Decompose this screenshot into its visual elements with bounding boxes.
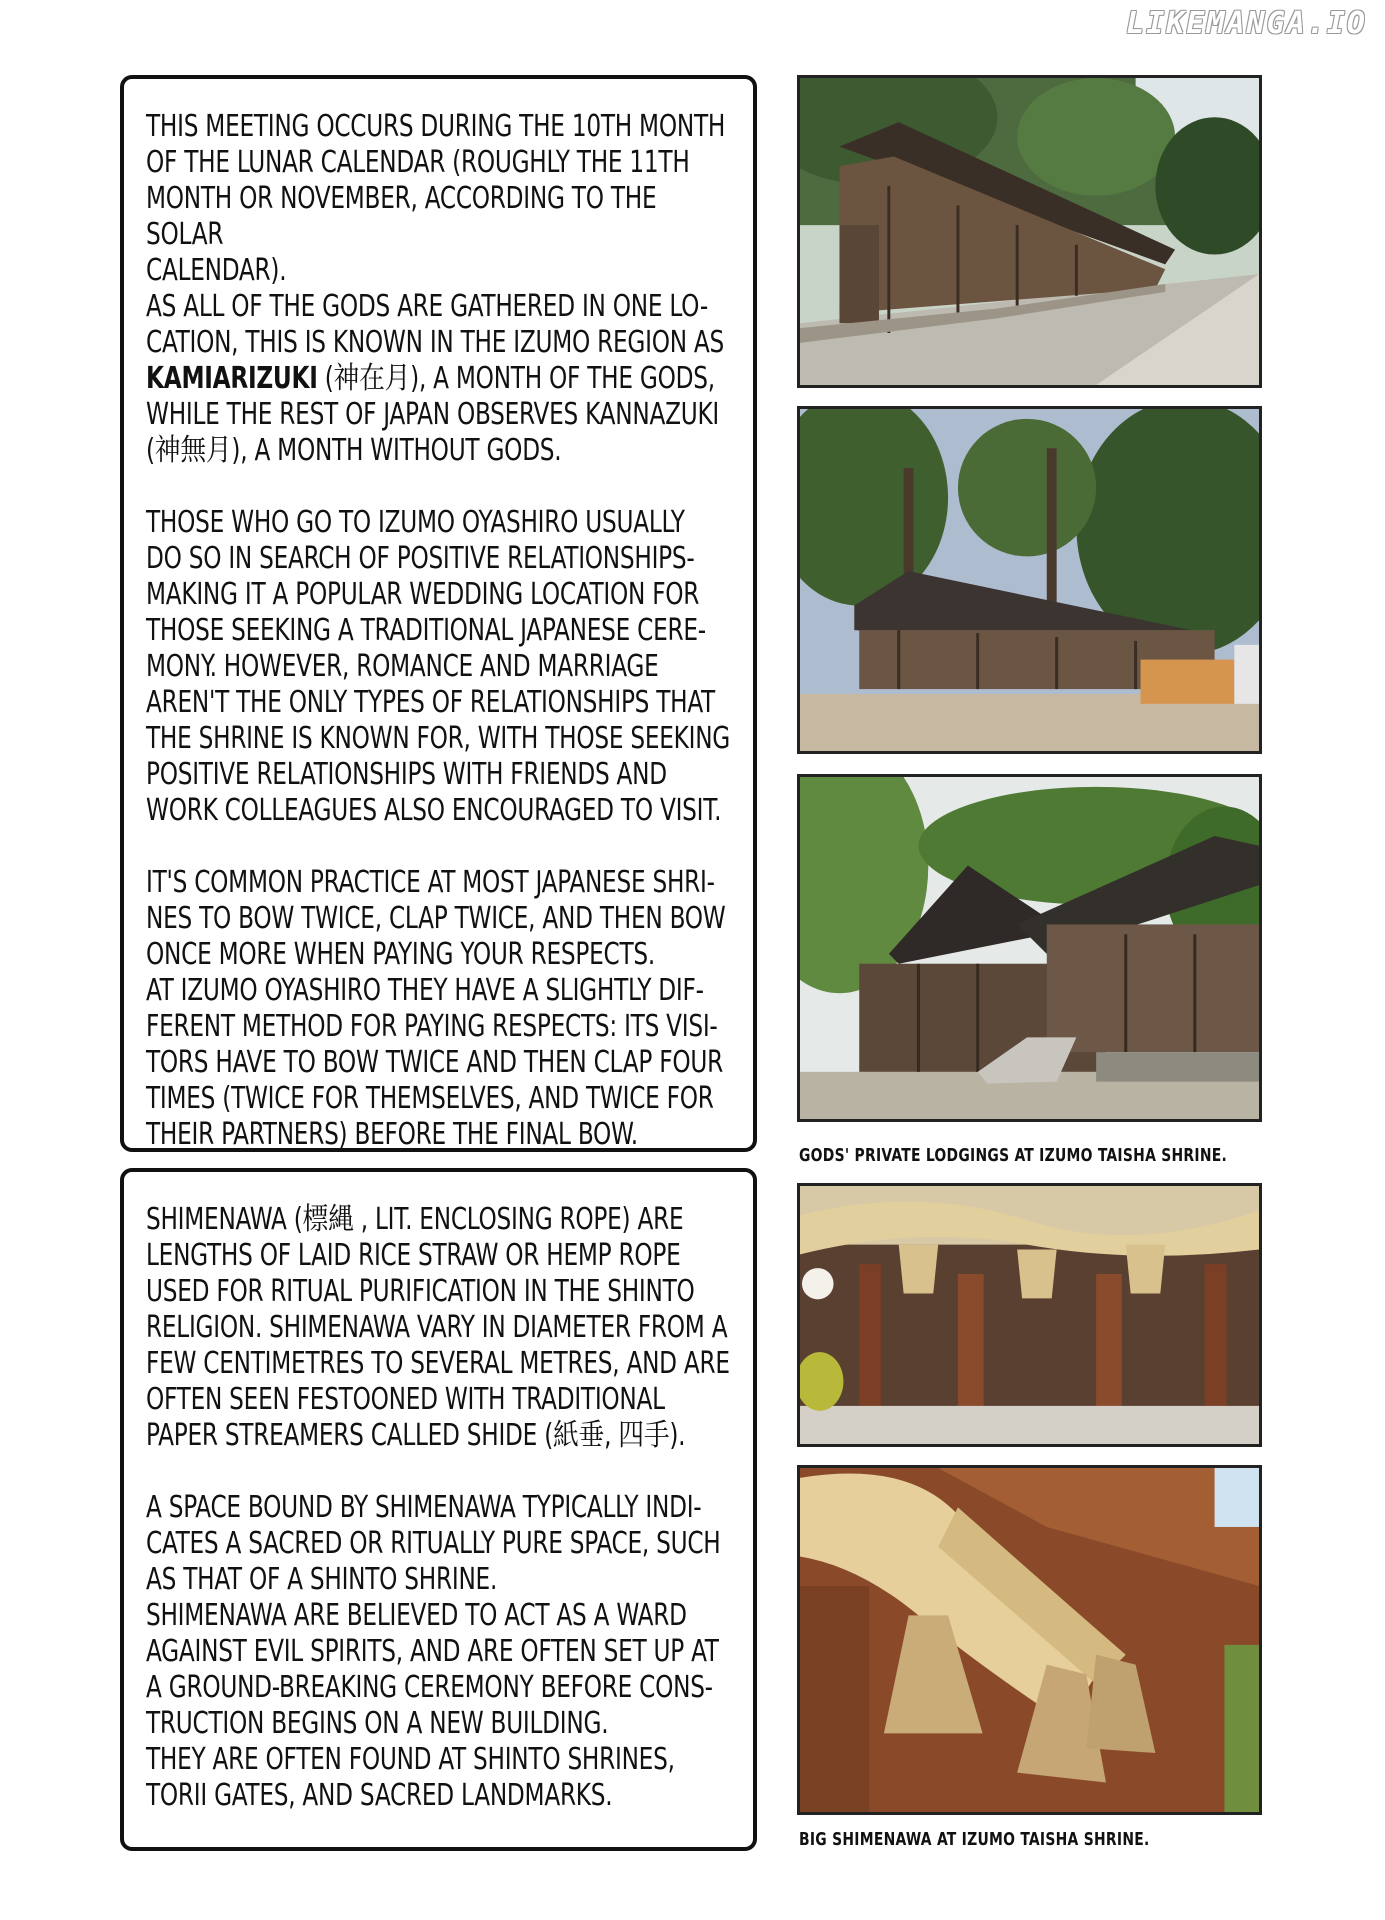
text-line: SHIMENAWA ARE BELIEVED TO ACT AS A WARD [146,1598,687,1633]
text-line: TORS HAVE TO BOW TWICE AND THEN CLAP FOUR [146,1045,723,1080]
text-line: FERENT METHOD FOR PAYING RESPECTS: ITS VISI- [146,1009,718,1044]
text-line: KAMIARIZUKI (神在月), A MONTH OF THE GODS, [146,361,715,396]
paragraph-meeting-month [146,109,739,469]
text-line: AT IZUMO OYASHIRO THEY HAVE A SLIGHTLY DIF- [146,973,704,1008]
text-panel-shimenawa [120,1168,757,1851]
watermark: LIKEMANGA.IO [1126,6,1367,41]
text-line: WHILE THE REST OF JAPAN OBSERVES KANNAZUKI [146,397,720,432]
photo-long-lodging-building [797,75,1262,388]
photo-shimenawa-closeup [797,1465,1262,1815]
text-line: NES TO BOW TWICE, CLAP TWICE, AND THEN BOW [146,901,726,936]
text-line: AREN'T THE ONLY TYPES OF RELATIONSHIPS THAT [146,685,715,720]
text-line: CALENDAR). [146,253,287,288]
text-line: AS ALL OF THE GODS ARE GATHERED IN ONE LO- [146,289,708,324]
text-line: THE SHRINE IS KNOWN FOR, WITH THOSE SEEKING [146,721,731,756]
text-line: TRUCTION BEGINS ON A NEW BUILDING. [146,1706,609,1741]
text-line: USED FOR RITUAL PURIFICATION IN THE SHINTO [146,1274,695,1309]
text-line: OF THE LUNAR CALENDAR (ROUGHLY THE 11TH [146,145,690,180]
text-line: PAPER STREAMERS CALLED SHIDE (紙垂, 四手). [146,1418,686,1453]
text-line: DO SO IN SEARCH OF POSITIVE RELATIONSHIPS- [146,541,695,576]
text-line: FEW CENTIMETRES TO SEVERAL METRES, AND ARE [146,1346,730,1381]
text-line: (神無月), A MONTH WITHOUT GODS. [146,433,562,468]
text-line: AS THAT OF A SHINTO SHRINE. [146,1562,498,1597]
text-line: OFTEN SEEN FESTOONED WITH TRADITIONAL [146,1382,665,1417]
text-line: MONTH OR NOVEMBER, ACCORDING TO THE SOLAR [146,181,657,252]
text-line: ONCE MORE WHEN PAYING YOUR RESPECTS. [146,937,655,972]
text-line: WORK COLLEAGUES ALSO ENCOURAGED TO VISIT. [146,793,722,828]
text-line: TIMES (TWICE FOR THEMSELVES, AND TWICE FOR [146,1081,714,1116]
text-line: CATES A SACRED OR RITUALLY PURE SPACE, SUCH [146,1526,721,1561]
text-line: POSITIVE RELATIONSHIPS WITH FRIENDS AND [146,757,667,792]
paragraph-relationships [146,505,739,829]
text-line: A SPACE BOUND BY SHIMENAWA TYPICALLY INDI- [146,1490,702,1525]
text-line: THEY ARE OFTEN FOUND AT SHINTO SHRINES, [146,1742,675,1777]
photo-lodging-among-cedars [797,406,1262,754]
photo-shimenawa-hall [797,1183,1262,1447]
text-line: THEIR PARTNERS) BEFORE THE FINAL BOW. [146,1117,638,1152]
text-line: SHIMENAWA (標縄 , LIT. ENCLOSING ROPE) ARE [146,1202,684,1237]
text-line: THOSE SEEKING A TRADITIONAL JAPANESE CERE- [146,613,706,648]
paragraph-shimenawa-definition [146,1202,739,1454]
text-line: LENGTHS OF LAID RICE STRAW OR HEMP ROPE [146,1238,681,1273]
text-line: THIS MEETING OCCURS DURING THE 10TH MONTH [146,109,726,144]
caption-gods-lodgings: GODS' PRIVATE LODGINGS AT IZUMO TAISHA SHRINE. [799,1145,1228,1166]
text-line: MONY. HOWEVER, ROMANCE AND MARRIAGE [146,649,659,684]
text-line: IT'S COMMON PRACTICE AT MOST JAPANESE SHRI- [146,865,715,900]
text-line: TORII GATES, AND SACRED LANDMARKS. [146,1778,613,1813]
text-line: RELIGION. SHIMENAWA VARY IN DIAMETER FROM A [146,1310,728,1345]
caption-big-shimenawa: BIG SHIMENAWA AT IZUMO TAISHA SHRINE. [799,1829,1150,1850]
paragraph-sacred-space [146,1490,739,1814]
text-line: AGAINST EVIL SPIRITS, AND ARE OFTEN SET UP AT [146,1634,719,1669]
text-line: A GROUND-BREAKING CEREMONY BEFORE CONS- [146,1670,713,1705]
text-panel-lodgings [120,75,757,1152]
photo-shrine-hall-steps [797,774,1262,1122]
text-line: MAKING IT A POPULAR WEDDING LOCATION FOR [146,577,700,612]
text-line: CATION, THIS IS KNOWN IN THE IZUMO REGION AS [146,325,725,360]
text-line: THOSE WHO GO TO IZUMO OYASHIRO USUALLY [146,505,685,540]
paragraph-bowing-practice [146,865,739,1153]
